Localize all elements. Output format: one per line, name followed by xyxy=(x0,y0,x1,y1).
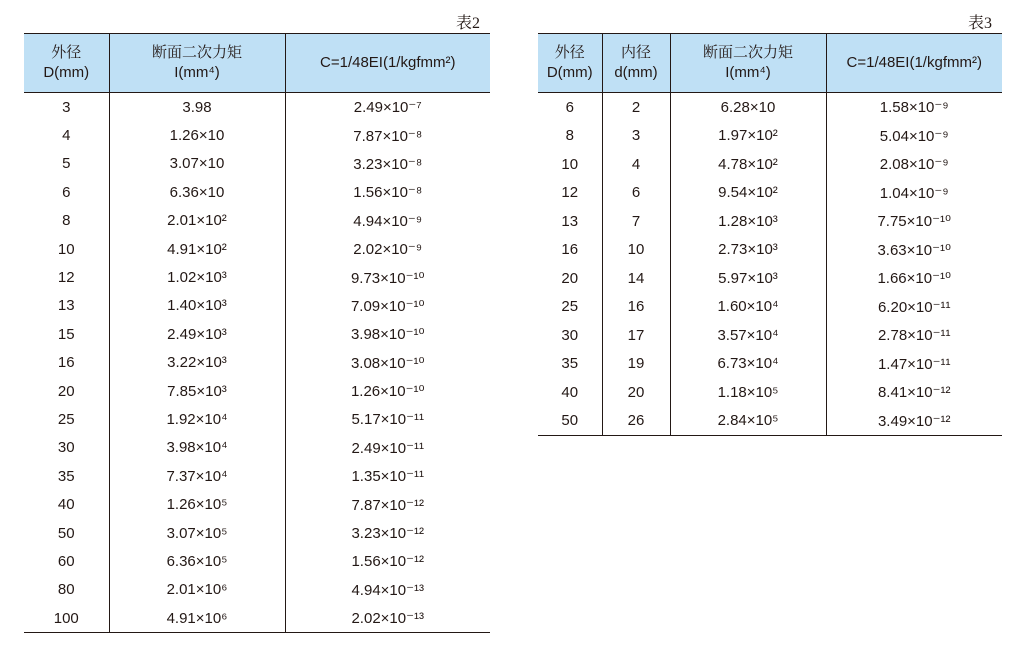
table-row xyxy=(538,378,1002,407)
table-cell: 40 xyxy=(57,496,75,514)
table-cell: 1.26×10⁻¹⁰ xyxy=(285,377,490,405)
table3-body xyxy=(538,93,1002,436)
table-row xyxy=(24,263,490,291)
table-cell: 2.49×10⁻⁷ xyxy=(285,93,490,122)
table-cell: 6 xyxy=(565,98,574,116)
table-cell: 3.23×10⁻⁸ xyxy=(285,150,490,178)
table-cell: 13 xyxy=(57,297,75,315)
table-cell: 3.57×10⁴ xyxy=(670,321,826,350)
table-cell: 7.85×10³ xyxy=(109,377,285,405)
table-cell: 6.36×10 xyxy=(109,178,285,206)
table2-header-label: C=1/48EI(1/kgfmm²) xyxy=(320,54,456,71)
table-cell: 50 xyxy=(57,524,75,542)
table-cell: 4.94×10⁻⁹ xyxy=(285,207,490,235)
table-cell: 17 xyxy=(602,321,670,350)
table-row xyxy=(24,405,490,433)
table-cell: 35 xyxy=(57,467,75,485)
table-cell: 1.26×10⁵ xyxy=(109,490,285,518)
table-cell: 25 xyxy=(57,410,75,428)
table-row xyxy=(24,576,490,604)
table-cell: 40 xyxy=(561,383,579,401)
table3 xyxy=(538,33,1002,436)
table-row xyxy=(24,235,490,263)
table-row xyxy=(24,604,490,633)
table-cell: 3.23×10⁻¹² xyxy=(285,519,490,547)
table-row xyxy=(24,462,490,490)
table-row xyxy=(538,93,1002,122)
table2-header-label: 断面二次力矩 xyxy=(151,44,242,61)
table-cell: 1.92×10⁴ xyxy=(109,405,285,433)
table3-header-unit: I(mm⁴) xyxy=(725,64,771,81)
table-cell: 3.98×10⁴ xyxy=(109,434,285,462)
table-row xyxy=(538,122,1002,151)
table-cell: 1.58×10⁻⁹ xyxy=(826,93,1002,122)
table-cell: 20 xyxy=(602,378,670,407)
table-row xyxy=(24,292,490,320)
table-cell: 100 xyxy=(24,604,109,633)
table-cell: 14 xyxy=(602,264,670,293)
table-row xyxy=(24,150,490,178)
table-cell: 5.97×10³ xyxy=(670,264,826,293)
table-cell: 1.40×10³ xyxy=(109,292,285,320)
table-cell: 2.49×10⁻¹¹ xyxy=(285,434,490,462)
table-cell: 30 xyxy=(57,439,75,457)
table-cell: 1.26×10 xyxy=(109,121,285,149)
table-cell: 6 xyxy=(62,183,71,201)
table3-header-0 xyxy=(538,34,602,93)
table2-header-label: 外径 xyxy=(51,44,82,61)
table-cell: 1.56×10⁻¹² xyxy=(285,547,490,575)
table-cell: 20 xyxy=(57,382,75,400)
table3-header-label: 断面二次力矩 xyxy=(702,44,793,61)
table-cell: 3.22×10³ xyxy=(109,349,285,377)
table-cell: 6.28×10 xyxy=(670,93,826,122)
table-cell: 2.73×10³ xyxy=(670,236,826,265)
table2-header-unit: D(mm) xyxy=(43,64,90,81)
table-cell: 4.91×10² xyxy=(109,235,285,263)
table-cell: 7.09×10⁻¹⁰ xyxy=(285,292,490,320)
table-row xyxy=(24,547,490,575)
table-cell: 6.36×10⁵ xyxy=(109,547,285,575)
table-cell: 3 xyxy=(62,98,71,116)
table-cell: 1.04×10⁻⁹ xyxy=(826,179,1002,208)
table-cell: 3.07×10 xyxy=(109,150,285,178)
table-cell: 7.87×10⁻¹² xyxy=(285,490,490,518)
table2-header-unit: I(mm⁴) xyxy=(174,64,220,81)
table-cell: 16 xyxy=(602,293,670,322)
table2-header-row xyxy=(24,34,490,93)
table-cell: 2.49×10³ xyxy=(109,320,285,348)
table-row xyxy=(538,207,1002,236)
table-row xyxy=(24,207,490,235)
table-row xyxy=(538,264,1002,293)
table-cell: 1.97×10² xyxy=(670,122,826,151)
table-cell: 6.73×10⁴ xyxy=(670,350,826,379)
table-row xyxy=(538,150,1002,179)
table-cell: 20 xyxy=(561,269,579,287)
table-cell: 13 xyxy=(561,212,579,230)
table-cell: 10 xyxy=(561,155,579,173)
table-cell: 3.98×10⁻¹⁰ xyxy=(285,320,490,348)
table-cell: 2.02×10⁻¹³ xyxy=(285,604,490,633)
table-cell: 26 xyxy=(602,407,670,436)
table-row xyxy=(24,434,490,462)
table-cell: 7 xyxy=(602,207,670,236)
table-cell: 5.04×10⁻⁹ xyxy=(826,122,1002,151)
table-cell: 19 xyxy=(602,350,670,379)
table-cell: 10 xyxy=(57,240,75,258)
table-cell: 1.56×10⁻⁸ xyxy=(285,178,490,206)
table-cell: 1.47×10⁻¹¹ xyxy=(826,350,1002,379)
table-cell: 80 xyxy=(57,581,75,599)
table-cell: 6 xyxy=(602,179,670,208)
table-cell: 1.66×10⁻¹⁰ xyxy=(826,264,1002,293)
table2-body xyxy=(24,93,490,633)
table-cell: 3 xyxy=(602,122,670,151)
table-cell: 8 xyxy=(62,212,71,230)
table-cell: 3.08×10⁻¹⁰ xyxy=(285,349,490,377)
table-cell: 1.02×10³ xyxy=(109,263,285,291)
table3-header-1 xyxy=(602,34,670,93)
table-cell: 35 xyxy=(561,355,579,373)
table-row xyxy=(24,93,490,122)
table2-header-1 xyxy=(109,34,285,93)
table-row xyxy=(24,490,490,518)
table-cell: 4 xyxy=(62,127,71,145)
table-cell: 1.28×10³ xyxy=(670,207,826,236)
table-cell: 7.87×10⁻⁸ xyxy=(285,121,490,149)
table3-caption: 表3 xyxy=(968,15,993,32)
table-row xyxy=(24,349,490,377)
table-cell: 15 xyxy=(57,325,75,343)
table2 xyxy=(24,33,490,633)
table-cell: 2.01×10⁶ xyxy=(109,576,285,604)
table-cell: 9.73×10⁻¹⁰ xyxy=(285,263,490,291)
table-cell: 4.94×10⁻¹³ xyxy=(285,576,490,604)
table-cell: 8 xyxy=(565,127,574,145)
table-cell: 5 xyxy=(62,155,71,173)
table-row xyxy=(538,350,1002,379)
table-cell: 16 xyxy=(561,241,579,259)
table3-header-unit: D(mm) xyxy=(546,64,593,81)
table-cell: 7.37×10⁴ xyxy=(109,462,285,490)
table-cell: 3.63×10⁻¹⁰ xyxy=(826,236,1002,265)
table-cell: 7.75×10⁻¹⁰ xyxy=(826,207,1002,236)
table-row xyxy=(538,407,1002,436)
table-cell: 60 xyxy=(57,552,75,570)
table-cell: 3.98 xyxy=(109,93,285,122)
table-row xyxy=(538,321,1002,350)
table-cell: 1.60×10⁴ xyxy=(670,293,826,322)
table2-header-0 xyxy=(24,34,109,93)
table-cell: 12 xyxy=(57,269,75,287)
table-row xyxy=(24,121,490,149)
table-cell: 10 xyxy=(602,236,670,265)
table-cell: 4.78×10² xyxy=(670,150,826,179)
table-cell: 4.91×10⁶ xyxy=(109,604,285,633)
table-cell: 3.07×10⁵ xyxy=(109,519,285,547)
table-row xyxy=(538,236,1002,265)
table-cell: 3.49×10⁻¹² xyxy=(826,407,1002,436)
table-cell: 2.84×10⁵ xyxy=(670,407,826,436)
table-cell: 2.08×10⁻⁹ xyxy=(826,150,1002,179)
table-cell: 16 xyxy=(57,354,75,372)
table-cell: 12 xyxy=(561,184,579,202)
table-cell: 2 xyxy=(602,93,670,122)
table-cell: 25 xyxy=(561,298,579,316)
table-cell: 2.02×10⁻⁹ xyxy=(285,235,490,263)
table-cell: 2.01×10² xyxy=(109,207,285,235)
table3-header-label: 外径 xyxy=(554,44,585,61)
table3-header-unit: d(mm) xyxy=(614,64,658,81)
table3-header-2 xyxy=(670,34,826,93)
table-cell: 6.20×10⁻¹¹ xyxy=(826,293,1002,322)
table-row xyxy=(538,293,1002,322)
table-row xyxy=(538,179,1002,208)
table-cell: 4 xyxy=(602,150,670,179)
table-cell: 50 xyxy=(538,407,602,436)
table3-header-3 xyxy=(826,34,1002,93)
table-cell: 2.78×10⁻¹¹ xyxy=(826,321,1002,350)
table-cell: 30 xyxy=(561,326,579,344)
table-row xyxy=(24,377,490,405)
table3-header-label: 内径 xyxy=(620,44,651,61)
table3-header-label: C=1/48EI(1/kgfmm²) xyxy=(846,54,982,71)
table-cell: 8.41×10⁻¹² xyxy=(826,378,1002,407)
table-cell: 1.18×10⁵ xyxy=(670,378,826,407)
table2-header-2 xyxy=(285,34,490,93)
table-row xyxy=(24,178,490,206)
table-row xyxy=(24,320,490,348)
table-cell: 5.17×10⁻¹¹ xyxy=(285,405,490,433)
table3-header-row xyxy=(538,34,1002,93)
table-cell: 1.35×10⁻¹¹ xyxy=(285,462,490,490)
table-cell: 9.54×10² xyxy=(670,179,826,208)
table2-caption: 表2 xyxy=(456,15,481,32)
table-row xyxy=(24,519,490,547)
